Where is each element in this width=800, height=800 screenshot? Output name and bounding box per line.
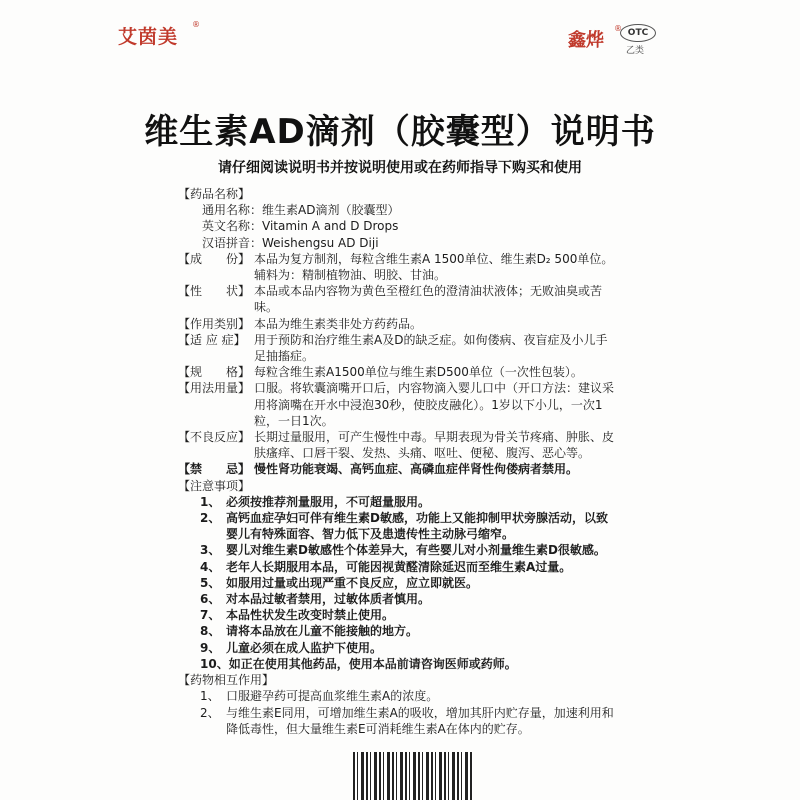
adverse-reactions-row: 【不良反应】 长期过量服用，可产生慢性中毒。早期表现为骨关节疼痛、肿胀、皮肤瘙痒、口唇干裂、发热、头痛、呕吐、便秘、腹泻、恶心等。: [178, 430, 615, 461]
generic-name-row: 通用名称： 维生素AD滴剂（胶囊型）: [202, 203, 400, 218]
list-item: [178, 623, 618, 639]
list-item-number: 1、: [200, 494, 221, 509]
maker-logo: 鑫烨: [568, 30, 604, 51]
list-item-number: 4、: [200, 559, 221, 574]
list-item-text: 儿童必须在成人监护下使用。: [226, 640, 383, 655]
otc-badge: OTC: [620, 24, 656, 42]
list-item: [178, 591, 618, 607]
list-item-number: 9、: [200, 640, 221, 655]
list-item-text: 必须按推荐剂量服用，不可超量服用。: [226, 494, 431, 509]
list-item-number: 2、: [200, 705, 220, 720]
list-item-text: 与维生素E同用，可增加维生素A的吸收，增加其肝内贮存量，加速利用和降低毒性，但大量维生素E可消耗维生素A在体内的贮存。: [226, 705, 614, 736]
list-item-text: 本品性状发生改变时禁止使用。: [226, 608, 395, 623]
list-item: [178, 510, 618, 542]
list-item-number: 5、: [200, 575, 221, 590]
category-row: 【作用类别】 本品为维生素类非处方药药品。: [178, 316, 423, 331]
list-item-number: 3、: [200, 543, 221, 558]
otc-class: 乙类: [626, 46, 645, 56]
dosage-row: 【用法用量】 口服。将软囊滴嘴开口后，内容物滴入婴儿口中（开口方法：建议采用将滴嘴在开水中浸泡30秒，使胶皮融化）。1岁以下小儿，一次1粒，一日1次。: [178, 381, 615, 428]
leaflet-content: [178, 186, 618, 737]
list-item-number: 6、: [200, 592, 221, 607]
list-item: [178, 575, 618, 591]
pinyin-row: 汉语拼音： Weishengsu AD Diji: [202, 235, 379, 250]
document-subtitle: 请仔细阅读说明书并按说明使用或在药师指导下购买和使用: [218, 160, 582, 176]
precautions-heading: 【注意事项】: [178, 478, 251, 493]
english-name-row: 英文名称： Vitamin A and D Drops: [202, 219, 399, 234]
indications-row: 【适 应 症】 用于预防和治疗维生素A及D的缺乏症。如佝偻病、夜盲症及小儿手足抽搐症。: [178, 332, 608, 364]
list-item-text: 如正在使用其他药品，使用本品前请咨询医师或药师。: [228, 656, 517, 671]
composition-row: 【成 份】 本品为复方制剂，每粒含维生素A 1500单位、维生素D₂ 500单位。 辅料为：精制植物油、明胶、甘油。: [178, 251, 614, 283]
list-item-text: 老年人长期服用本品，可能因视黄醛清除延迟而至维生素A过量。: [226, 559, 572, 574]
list-item-text: 口服避孕药可提高血浆维生素A的浓度。: [226, 689, 439, 704]
specification-row: 【规 格】 每粒含维生素A1500单位与维生素D500单位（一次性包装）。: [178, 365, 583, 380]
maker-registered-mark: ®: [614, 24, 622, 33]
list-item-text: 高钙血症孕妇可伴有维生素D敏感，功能上又能抑制甲状旁腺活动，以致婴儿有特殊面容、智力低下及患遗传性主动脉弓缩窄。: [226, 511, 608, 542]
list-item-number: 1、: [200, 689, 220, 704]
list-item-number: 2、: [200, 511, 221, 526]
list-item: [178, 705, 618, 737]
barcode: [353, 752, 473, 800]
interactions-heading: 【药物相互作用】: [178, 673, 275, 688]
document-title: 维生素AD滴剂（胶囊型）说明书: [144, 112, 656, 152]
list-item-number: 10、: [200, 656, 229, 671]
contraindications-row: 【禁 忌】 慢性肾功能衰竭、高钙血症、高磷血症伴肾性佝偻病者禁用。: [178, 462, 579, 477]
list-item-text: 婴儿对维生素D敏感性个体差异大，有些婴儿对小剂量维生素D很敏感。: [226, 543, 606, 558]
list-item: [178, 656, 618, 672]
drug-name-heading: 【药品名称】: [178, 187, 251, 201]
brand-registered-mark: ®: [192, 20, 200, 29]
list-item-text: 如服用过量或出现严重不良反应，应立即就医。: [226, 575, 479, 590]
properties-row: 【性 状】 本品或本品内容物为黄色至橙红色的澄清油状液体；无败油臭或苦味。: [178, 284, 603, 315]
list-item-number: 8、: [200, 624, 221, 639]
list-item-text: 对本品过敏者禁用，过敏体质者慎用。: [226, 592, 431, 607]
list-item: [178, 640, 618, 656]
precautions-list: [178, 494, 618, 672]
list-item: [178, 494, 618, 510]
list-item-text: 请将本品放在儿童不能接触的地方。: [226, 624, 419, 639]
list-item: [178, 607, 618, 623]
list-item: [178, 559, 618, 575]
brand-logo: 艾茵美: [118, 26, 179, 48]
list-item: [178, 688, 618, 704]
list-item: [178, 542, 618, 558]
list-item-number: 7、: [200, 608, 221, 623]
interactions-list: [178, 688, 618, 737]
